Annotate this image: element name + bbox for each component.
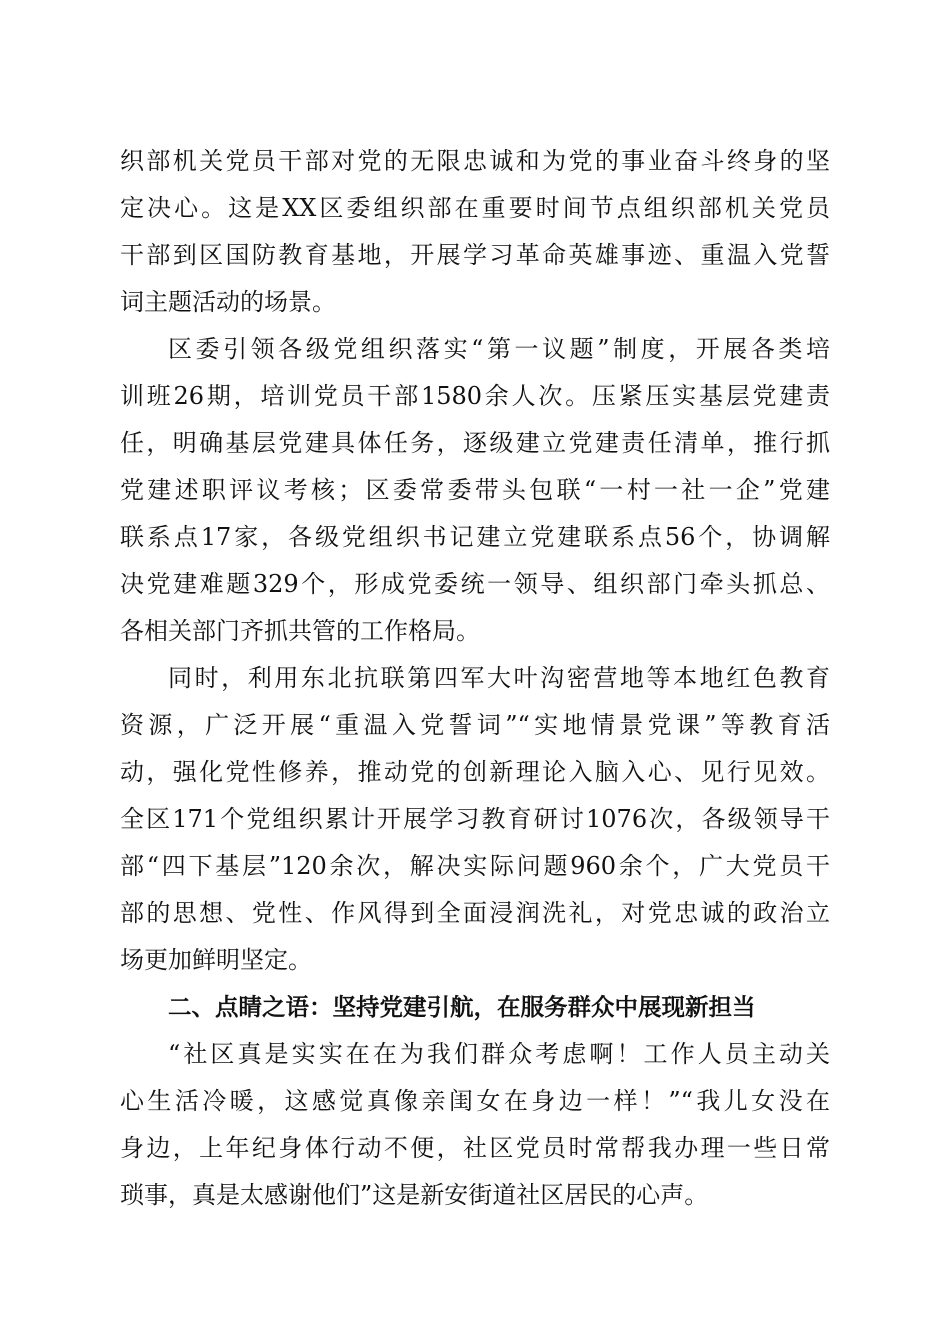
paragraph-line: 区委引领各级党组织落实“第一议题”制度，开展各类培: [168, 335, 830, 363]
paragraph-line: 资源，广泛开展“重温入党誓词”“实地情景党课”等教育活: [120, 711, 830, 739]
paragraph-line: 同时，利用东北抗联第四军大叶沟密营地等本地红色教育: [168, 664, 830, 692]
paragraph-line: “社区真是实实在在为我们群众考虑啊！工作人员主动关: [168, 1040, 830, 1068]
paragraph-line: 动，强化党性修养，推动党的创新理论入脑入心、见行见效。: [120, 758, 830, 786]
paragraph-line: 织部机关党员干部对党的无限忠诚和为党的事业奋斗终身的坚: [120, 147, 830, 175]
paragraph-line: 任，明确基层党建具体任务，逐级建立党建责任清单，推行抓: [120, 429, 830, 457]
paragraph-line: 训班26期，培训党员干部1580余人次。压紧压实基层党建责: [120, 382, 830, 410]
paragraph-line: 定决心。这是XX区委组织部在重要时间节点组织部机关党员: [120, 194, 830, 222]
section-heading: 二、点睛之语：坚持党建引航，在服务群众中展现新担当: [168, 993, 756, 1021]
paragraph-line: 部“四下基层”120余次，解决实际问题960余个，广大党员干: [120, 852, 830, 880]
paragraph-line: 干部到区国防教育基地，开展学习革命英雄事迹、重温入党誓: [120, 241, 830, 269]
paragraph-line: 心生活冷暖，这感觉真像亲闺女在身边一样！”“我儿女没在: [120, 1087, 830, 1115]
paragraph-line: 身边，上年纪身体行动不便，社区党员时常帮我办理一些日常: [120, 1134, 830, 1162]
paragraph-line: 场更加鲜明坚定。: [120, 946, 312, 974]
paragraph-line: 党建述职评议考核；区委常委带头包联“一村一社一企”党建: [120, 476, 830, 504]
paragraph-line: 部的思想、党性、作风得到全面浸润洗礼，对党忠诚的政治立: [120, 899, 830, 927]
paragraph-line: 全区171个党组织累计开展学习教育研讨1076次，各级领导干: [120, 805, 830, 833]
paragraph-line: 联系点17家，各级党组织书记建立党建联系点56个，协调解: [120, 523, 830, 551]
paragraph-line: 各相关部门齐抓共管的工作格局。: [120, 617, 480, 645]
paragraph-line: 词主题活动的场景。: [120, 288, 336, 316]
paragraph-line: 决党建难题329个，形成党委统一领导、组织部门牵头抓总、: [120, 570, 830, 598]
paragraph-line: 琐事，真是太感谢他们”这是新安街道社区居民的心声。: [120, 1181, 709, 1209]
